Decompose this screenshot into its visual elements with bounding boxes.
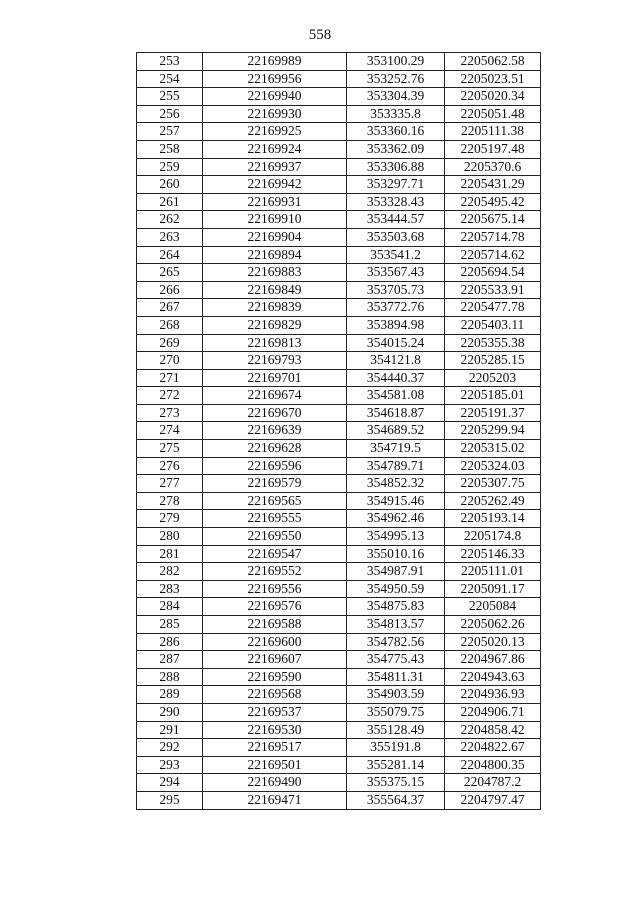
- point-number-cell: 254: [137, 70, 203, 88]
- table-row: [137, 563, 541, 581]
- x-coordinate-cell: 354852.32: [347, 475, 445, 493]
- code-cell: 22169937: [203, 158, 347, 176]
- code-cell: 22169547: [203, 545, 347, 563]
- code-cell: 22169565: [203, 492, 347, 510]
- code-cell: 22169839: [203, 299, 347, 317]
- x-coordinate-cell: 354789.71: [347, 457, 445, 475]
- coordinates-table: [136, 52, 541, 810]
- point-number-cell: 279: [137, 510, 203, 528]
- x-coordinate-cell: 353444.57: [347, 211, 445, 229]
- y-coordinate-cell: 2205146.33: [445, 545, 541, 563]
- y-coordinate-cell: 2205020.13: [445, 633, 541, 651]
- point-number-cell: 278: [137, 492, 203, 510]
- code-cell: 22169701: [203, 369, 347, 387]
- x-coordinate-cell: 354813.57: [347, 616, 445, 634]
- point-number-cell: 253: [137, 53, 203, 71]
- code-cell: 22169940: [203, 88, 347, 106]
- point-number-cell: 282: [137, 563, 203, 581]
- y-coordinate-cell: 2205694.54: [445, 264, 541, 282]
- x-coordinate-cell: 353252.76: [347, 70, 445, 88]
- x-coordinate-cell: 353328.43: [347, 193, 445, 211]
- x-coordinate-cell: 353503.68: [347, 228, 445, 246]
- table-row: [137, 404, 541, 422]
- x-coordinate-cell: 354995.13: [347, 528, 445, 546]
- y-coordinate-cell: 2205020.34: [445, 88, 541, 106]
- x-coordinate-cell: 355079.75: [347, 703, 445, 721]
- y-coordinate-cell: 2204822.67: [445, 739, 541, 757]
- code-cell: 22169556: [203, 580, 347, 598]
- table-row: [137, 246, 541, 264]
- y-coordinate-cell: 2205051.48: [445, 105, 541, 123]
- x-coordinate-cell: 354581.08: [347, 387, 445, 405]
- table-row: [137, 264, 541, 282]
- table-row: [137, 791, 541, 809]
- code-cell: 22169490: [203, 774, 347, 792]
- point-number-cell: 268: [137, 316, 203, 334]
- table-row: [137, 721, 541, 739]
- table-row: [137, 440, 541, 458]
- x-coordinate-cell: 354782.56: [347, 633, 445, 651]
- point-number-cell: 293: [137, 756, 203, 774]
- table-row: [137, 457, 541, 475]
- point-number-cell: 269: [137, 334, 203, 352]
- y-coordinate-cell: 2205714.62: [445, 246, 541, 264]
- y-coordinate-cell: 2205185.01: [445, 387, 541, 405]
- table-row: [137, 316, 541, 334]
- table-row: [137, 369, 541, 387]
- x-coordinate-cell: 355128.49: [347, 721, 445, 739]
- point-number-cell: 289: [137, 686, 203, 704]
- point-number-cell: 287: [137, 651, 203, 669]
- point-number-cell: 256: [137, 105, 203, 123]
- point-number-cell: 283: [137, 580, 203, 598]
- point-number-cell: 263: [137, 228, 203, 246]
- x-coordinate-cell: 353772.76: [347, 299, 445, 317]
- y-coordinate-cell: 2204787.2: [445, 774, 541, 792]
- table-row: [137, 580, 541, 598]
- y-coordinate-cell: 2205191.37: [445, 404, 541, 422]
- point-number-cell: 285: [137, 616, 203, 634]
- code-cell: 22169813: [203, 334, 347, 352]
- table-row: [137, 703, 541, 721]
- point-number-cell: 258: [137, 140, 203, 158]
- table-row: [137, 510, 541, 528]
- table-row: [137, 651, 541, 669]
- x-coordinate-cell: 354875.83: [347, 598, 445, 616]
- point-number-cell: 295: [137, 791, 203, 809]
- table-row: [137, 158, 541, 176]
- y-coordinate-cell: 2204967.86: [445, 651, 541, 669]
- code-cell: 22169568: [203, 686, 347, 704]
- x-coordinate-cell: 353304.39: [347, 88, 445, 106]
- point-number-cell: 291: [137, 721, 203, 739]
- point-number-cell: 266: [137, 281, 203, 299]
- point-number-cell: 280: [137, 528, 203, 546]
- y-coordinate-cell: 2205477.78: [445, 299, 541, 317]
- point-number-cell: 257: [137, 123, 203, 141]
- code-cell: 22169910: [203, 211, 347, 229]
- y-coordinate-cell: 2205431.29: [445, 176, 541, 194]
- code-cell: 22169894: [203, 246, 347, 264]
- table-row: [137, 545, 541, 563]
- y-coordinate-cell: 2205285.15: [445, 352, 541, 370]
- y-coordinate-cell: 2205174.8: [445, 528, 541, 546]
- table-row: [137, 492, 541, 510]
- code-cell: 22169989: [203, 53, 347, 71]
- table-row: [137, 123, 541, 141]
- code-cell: 22169904: [203, 228, 347, 246]
- x-coordinate-cell: 354719.5: [347, 440, 445, 458]
- point-number-cell: 265: [137, 264, 203, 282]
- table-row: [137, 193, 541, 211]
- y-coordinate-cell: 2204800.35: [445, 756, 541, 774]
- x-coordinate-cell: 353335.8: [347, 105, 445, 123]
- y-coordinate-cell: 2205403.11: [445, 316, 541, 334]
- table-row: [137, 352, 541, 370]
- code-cell: 22169471: [203, 791, 347, 809]
- point-number-cell: 286: [137, 633, 203, 651]
- point-number-cell: 267: [137, 299, 203, 317]
- coordinates-table-body: [137, 53, 541, 810]
- x-coordinate-cell: 354015.24: [347, 334, 445, 352]
- y-coordinate-cell: 2205062.58: [445, 53, 541, 71]
- code-cell: 22169829: [203, 316, 347, 334]
- point-number-cell: 294: [137, 774, 203, 792]
- table-row: [137, 281, 541, 299]
- y-coordinate-cell: 2205315.02: [445, 440, 541, 458]
- code-cell: 22169552: [203, 563, 347, 581]
- point-number-cell: 262: [137, 211, 203, 229]
- code-cell: 22169956: [203, 70, 347, 88]
- y-coordinate-cell: 2205299.94: [445, 422, 541, 440]
- point-number-cell: 264: [137, 246, 203, 264]
- code-cell: 22169670: [203, 404, 347, 422]
- table-row: [137, 616, 541, 634]
- y-coordinate-cell: 2205495.42: [445, 193, 541, 211]
- code-cell: 22169555: [203, 510, 347, 528]
- code-cell: 22169942: [203, 176, 347, 194]
- code-cell: 22169576: [203, 598, 347, 616]
- table-row: [137, 739, 541, 757]
- table-row: [137, 140, 541, 158]
- code-cell: 22169628: [203, 440, 347, 458]
- table-row: [137, 70, 541, 88]
- point-number-cell: 270: [137, 352, 203, 370]
- code-cell: 22169930: [203, 105, 347, 123]
- x-coordinate-cell: 354811.31: [347, 668, 445, 686]
- y-coordinate-cell: 2205023.51: [445, 70, 541, 88]
- y-coordinate-cell: 2205324.03: [445, 457, 541, 475]
- code-cell: 22169849: [203, 281, 347, 299]
- x-coordinate-cell: 353100.29: [347, 53, 445, 71]
- y-coordinate-cell: 2205714.78: [445, 228, 541, 246]
- x-coordinate-cell: 354903.59: [347, 686, 445, 704]
- table-row: [137, 422, 541, 440]
- table-row: [137, 228, 541, 246]
- x-coordinate-cell: 353360.16: [347, 123, 445, 141]
- y-coordinate-cell: 2205355.38: [445, 334, 541, 352]
- x-coordinate-cell: 354915.46: [347, 492, 445, 510]
- x-coordinate-cell: 354689.52: [347, 422, 445, 440]
- table-row: [137, 633, 541, 651]
- point-number-cell: 284: [137, 598, 203, 616]
- point-number-cell: 292: [137, 739, 203, 757]
- code-cell: 22169590: [203, 668, 347, 686]
- code-cell: 22169600: [203, 633, 347, 651]
- x-coordinate-cell: 354775.43: [347, 651, 445, 669]
- y-coordinate-cell: 2205193.14: [445, 510, 541, 528]
- table-row: [137, 668, 541, 686]
- y-coordinate-cell: 2204936.93: [445, 686, 541, 704]
- y-coordinate-cell: 2205197.48: [445, 140, 541, 158]
- point-number-cell: 281: [137, 545, 203, 563]
- x-coordinate-cell: 354987.91: [347, 563, 445, 581]
- point-number-cell: 277: [137, 475, 203, 493]
- y-coordinate-cell: 2205062.26: [445, 616, 541, 634]
- point-number-cell: 290: [137, 703, 203, 721]
- table-row: [137, 598, 541, 616]
- point-number-cell: 259: [137, 158, 203, 176]
- point-number-cell: 274: [137, 422, 203, 440]
- x-coordinate-cell: 355010.16: [347, 545, 445, 563]
- point-number-cell: 272: [137, 387, 203, 405]
- y-coordinate-cell: 2205675.14: [445, 211, 541, 229]
- y-coordinate-cell: 2205370.6: [445, 158, 541, 176]
- code-cell: 22169550: [203, 528, 347, 546]
- x-coordinate-cell: 355564.37: [347, 791, 445, 809]
- code-cell: 22169883: [203, 264, 347, 282]
- x-coordinate-cell: 354121.8: [347, 352, 445, 370]
- table-row: [137, 475, 541, 493]
- x-coordinate-cell: 355375.15: [347, 774, 445, 792]
- y-coordinate-cell: 2204906.71: [445, 703, 541, 721]
- table-row: [137, 686, 541, 704]
- y-coordinate-cell: 2205111.38: [445, 123, 541, 141]
- point-number-cell: 273: [137, 404, 203, 422]
- point-number-cell: 261: [137, 193, 203, 211]
- code-cell: 22169530: [203, 721, 347, 739]
- point-number-cell: 276: [137, 457, 203, 475]
- point-number-cell: 275: [137, 440, 203, 458]
- x-coordinate-cell: 353362.09: [347, 140, 445, 158]
- code-cell: 22169931: [203, 193, 347, 211]
- x-coordinate-cell: 354950.59: [347, 580, 445, 598]
- table-row: [137, 53, 541, 71]
- point-number-cell: 271: [137, 369, 203, 387]
- code-cell: 22169501: [203, 756, 347, 774]
- x-coordinate-cell: 355191.8: [347, 739, 445, 757]
- code-cell: 22169925: [203, 123, 347, 141]
- y-coordinate-cell: 2205084: [445, 598, 541, 616]
- table-row: [137, 211, 541, 229]
- table-row: [137, 774, 541, 792]
- y-coordinate-cell: 2205262.49: [445, 492, 541, 510]
- point-number-cell: 288: [137, 668, 203, 686]
- table-row: [137, 88, 541, 106]
- point-number-cell: 255: [137, 88, 203, 106]
- table-row: [137, 387, 541, 405]
- y-coordinate-cell: 2204943.63: [445, 668, 541, 686]
- page-number: 558: [308, 27, 332, 43]
- x-coordinate-cell: 353306.88: [347, 158, 445, 176]
- code-cell: 22169579: [203, 475, 347, 493]
- code-cell: 22169517: [203, 739, 347, 757]
- y-coordinate-cell: 2204797.47: [445, 791, 541, 809]
- y-coordinate-cell: 2204858.42: [445, 721, 541, 739]
- table-row: [137, 176, 541, 194]
- table-row: [137, 299, 541, 317]
- x-coordinate-cell: 354618.87: [347, 404, 445, 422]
- x-coordinate-cell: 354962.46: [347, 510, 445, 528]
- x-coordinate-cell: 354440.37: [347, 369, 445, 387]
- code-cell: 22169537: [203, 703, 347, 721]
- y-coordinate-cell: 2205307.75: [445, 475, 541, 493]
- x-coordinate-cell: 355281.14: [347, 756, 445, 774]
- y-coordinate-cell: 2205111.01: [445, 563, 541, 581]
- point-number-cell: 260: [137, 176, 203, 194]
- y-coordinate-cell: 2205533.91: [445, 281, 541, 299]
- code-cell: 22169588: [203, 616, 347, 634]
- y-coordinate-cell: 2205203: [445, 369, 541, 387]
- code-cell: 22169639: [203, 422, 347, 440]
- table-row: [137, 528, 541, 546]
- code-cell: 22169596: [203, 457, 347, 475]
- x-coordinate-cell: 353567.43: [347, 264, 445, 282]
- x-coordinate-cell: 353894.98: [347, 316, 445, 334]
- y-coordinate-cell: 2205091.17: [445, 580, 541, 598]
- table-row: [137, 334, 541, 352]
- x-coordinate-cell: 353705.73: [347, 281, 445, 299]
- code-cell: 22169674: [203, 387, 347, 405]
- table-row: [137, 756, 541, 774]
- x-coordinate-cell: 353541.2: [347, 246, 445, 264]
- code-cell: 22169607: [203, 651, 347, 669]
- x-coordinate-cell: 353297.71: [347, 176, 445, 194]
- table-row: [137, 105, 541, 123]
- code-cell: 22169793: [203, 352, 347, 370]
- code-cell: 22169924: [203, 140, 347, 158]
